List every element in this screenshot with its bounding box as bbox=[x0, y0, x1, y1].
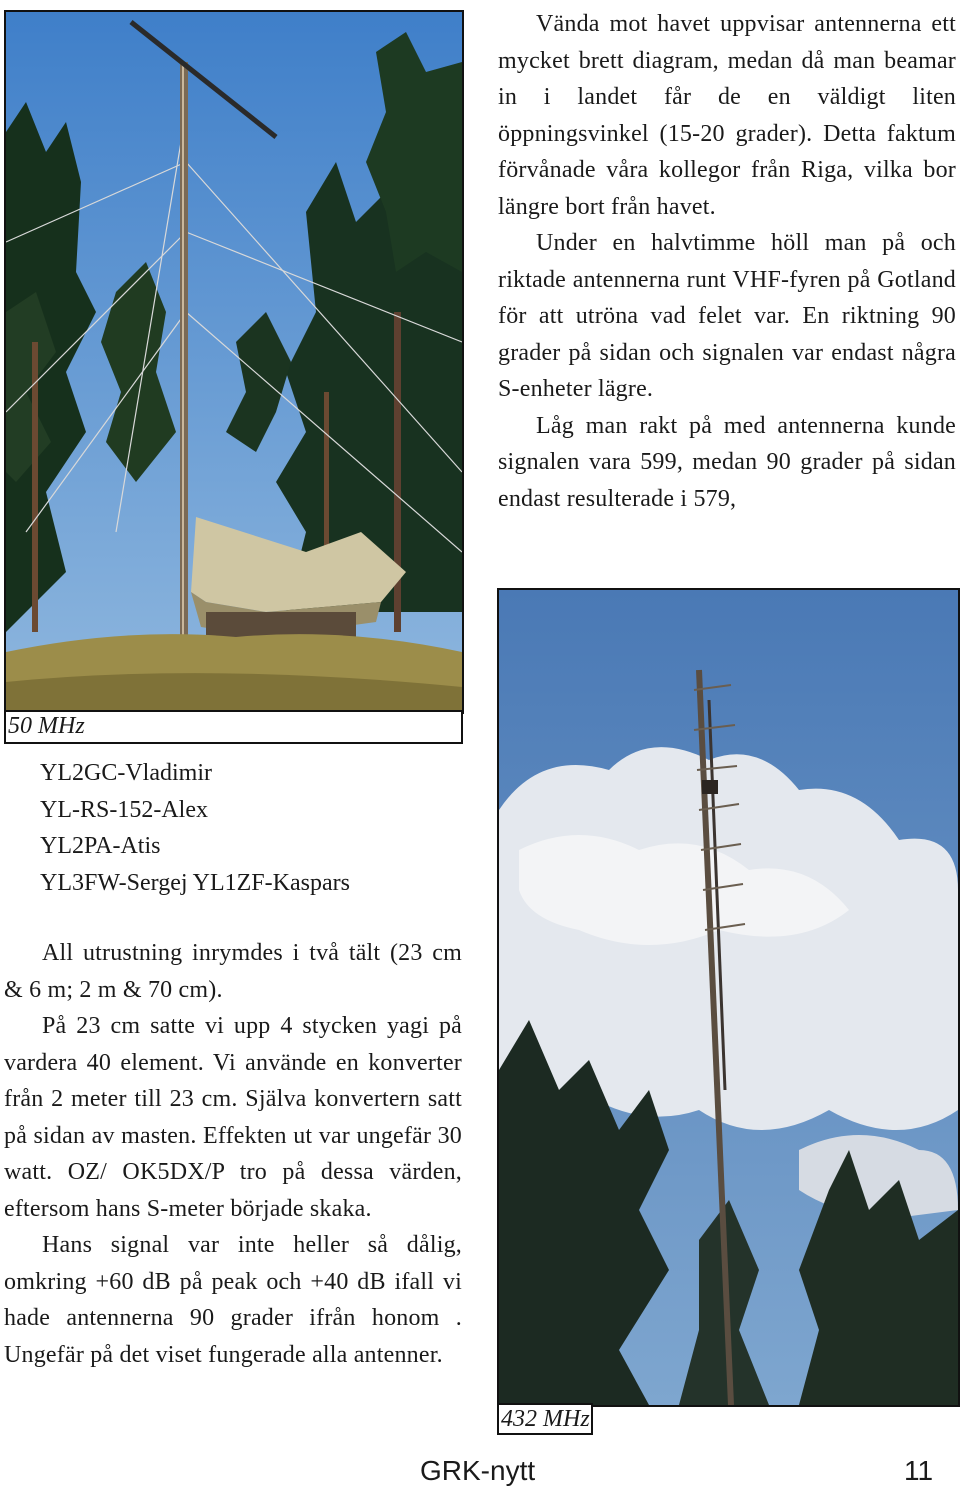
caption-text: 432 MHz bbox=[501, 1406, 590, 1432]
member-item: YL3FW-Sergej YL1ZF-Kaspars bbox=[40, 869, 350, 896]
paragraph: Vända mot havet uppvisar antennerna ett mycket brett diagram, medan då man beamar in i landet får de en väldigt liten öppningsvinkel (15-20 grader). Detta faktum förvånade våra kollegor från Riga, vilka bor längre bort från havet. bbox=[498, 11, 956, 220]
member-item: YL2PA-Atis bbox=[40, 833, 161, 859]
footer-publication-name: GRK-nytt bbox=[420, 1455, 536, 1486]
right-column-text bbox=[498, 6, 956, 517]
paragraph: Under en halvtimme höll man på och riktade antennerna runt VHF-fyren på Gotland för att utröna vad felet var. En riktning 90 grader på sidan och signalen var endast några S-enheter lägre. bbox=[498, 230, 956, 402]
footer-page-number: 11 bbox=[904, 1455, 934, 1486]
paragraph: Låg man rakt på med antennerna kunde signalen vara 599, medan 90 grader på sidan endast resulterade i 579, bbox=[498, 412, 956, 512]
photo-432mhz-mast bbox=[497, 588, 960, 1407]
paragraph: På 23 cm satte vi upp 4 stycken yagi på vardera 40 element. Vi använde en konverter från 2 meter till 23 cm. Själva konvertern satt på sidan av masten. Effekten ut var ungefär 30 watt. OZ/ OK5DX/P tro på dessa värden, eftersom hans S-meter började skaka. bbox=[4, 1013, 462, 1222]
photo-432mhz-caption bbox=[497, 1403, 593, 1435]
photo-50mhz-mast bbox=[4, 10, 464, 714]
caption-text: 50 MHz bbox=[8, 713, 85, 739]
team-members-list bbox=[40, 755, 350, 901]
photo-432mhz-image bbox=[499, 590, 958, 1405]
photo-50mhz-caption bbox=[4, 710, 463, 744]
left-column-text bbox=[4, 935, 462, 1373]
photo-50mhz-image bbox=[6, 12, 462, 712]
paragraph: All utrustning inrymdes i två tält (23 cm & 6 m; 2 m & 70 cm). bbox=[4, 940, 462, 1003]
member-item: YL-RS-152-Alex bbox=[40, 796, 208, 823]
paragraph: Hans signal var inte heller så dålig, omkring +60 dB på peak och +40 dB ifall vi hade antennerna 90 grader ifrån honom . Ungefär på det viset fungerade alla antenner. bbox=[4, 1232, 462, 1368]
member-item: YL2GC-Vladimir bbox=[40, 760, 212, 786]
